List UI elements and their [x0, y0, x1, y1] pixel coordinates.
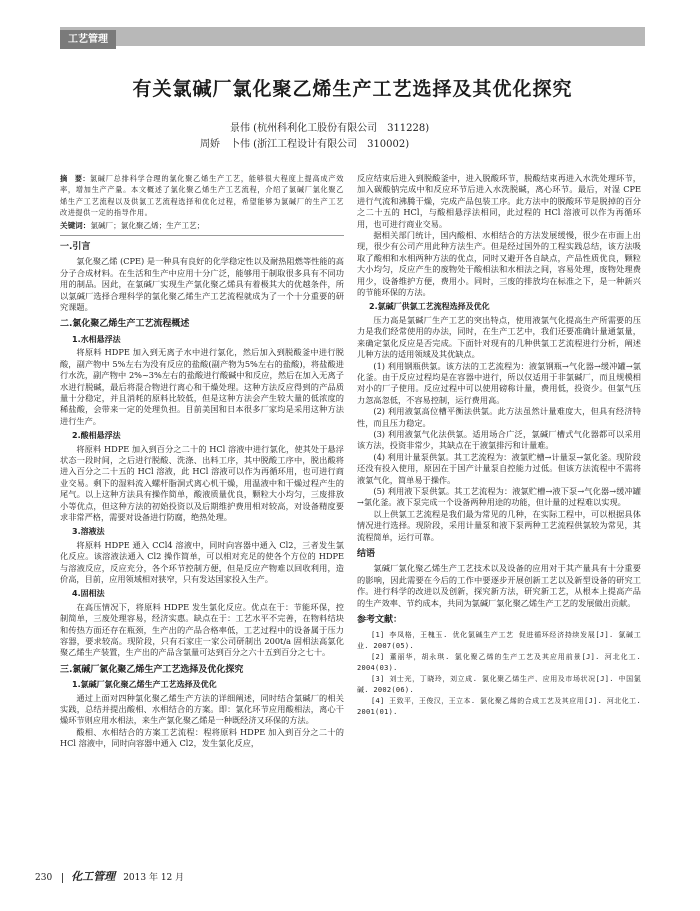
- paragraph: 反应结束后进入到脱酸釜中，进入脱酸环节，脱酸结束再进入水洗处理环节，加入碳酸钠完成中和反应环节后进入水洗脱碱，离心环节。最后，对湿 CPE 进行气流和沸腾干燥，完成产品包装工序。此方法中的脱酸环节是脱掉的百分之二十五的 HCl，与酸相悬浮法相同，此过程的 HCl 溶液可以作为再循环用，也可进行商业交易。: [357, 173, 641, 229]
- right-column: [357, 173, 641, 718]
- section-label: 工艺管理: [60, 30, 116, 49]
- subsection-heading: 1.水相悬浮法: [72, 334, 121, 344]
- reference-item: [2] 董丽华，胡永琪. 氯化聚乙烯的生产工艺及其应用前景[J]. 河北化工. 2004(03).: [357, 653, 641, 673]
- paragraph: (4) 利用计量泵供氯。其工艺流程为：液氯贮槽→计量泵→氯化釜。现阶段还没有投入使用，原因在于国产计量泵自控能力过低。但该方法流程中不需将液氯气化，简单易于操作。: [357, 451, 641, 485]
- issue-date: 2013 年 12 月: [123, 873, 185, 883]
- author-line-2: 周娇 卜伟 (浙江工程设计有限公司 310002): [200, 139, 410, 150]
- subsection-heading: 4.固相法: [72, 589, 105, 599]
- abstract-text: 氯碱厂总排科学合理的氯化聚乙烯生产工艺，能够很大程度上提高成产效率，增加生产产量。本文概述了氯化聚乙烯生产工艺流程，介绍了氯碱厂氯化聚乙烯生产工艺流程以及供氯工艺流程选择和优化过程，希望能够为氯碱厂的生产工艺改进提供一定的指导作用。: [60, 174, 344, 218]
- paragraph: 通过上面对四种氯化聚乙烯生产方法的详细阐述，同时结合氯碱厂的相关实践，总结并提出酸相、水相结合的方案。即：氯化环节应用酸相法，离心干燥环节则应用水相法，来生产氯化聚乙烯是一种既经济又环保的方法。: [60, 692, 344, 726]
- section-heading: 结语: [357, 549, 376, 559]
- section-heading: 一.引言: [60, 242, 91, 253]
- journal-name: 化工管理: [71, 870, 116, 883]
- references-heading: 参考文献：: [357, 615, 403, 626]
- author-block: [200, 121, 500, 153]
- paragraph: 将原料 HDPE 加入到无离子水中进行氯化，然后加入到脱酸釜中进行脱酸，副产物中 5%左右为没有反应的盐酸(副产物为5%左右的盐酸)，将盐酸进行水洗，副产物中 2%~3%左右的盐酸进行酸碱中和反应，然后在加入无离子水进行脱碱，最后将混合物进行离心和干燥处理。这种方法反应得到的产品质量十分稳定，并且消耗的原料比较低，但是这种方法会产生较大量的低浓度的稀盐酸，会带来一定的处理负担。目前美国和日本很多厂家均是采用这种方法进行生产。: [60, 347, 344, 426]
- section-header-bar: [60, 27, 645, 46]
- paragraph: 氯碱厂氯化聚乙烯生产工艺技术以及设备的应用对于其产量具有十分重要的影响，因此需要在今后的工作中要逐步开展创新工艺以及新型设备的研究工作。进行科学的改进以及创新，探究新方法，研究新工艺，从根本上提高产品的生产效率、节约成本，共同为氯碱厂氯化聚乙烯生产工艺的发展做出贡献。: [357, 563, 641, 608]
- paragraph: 将原料 HDPE 通入 CCl4 溶液中，同时向容器中通入 Cl2，三者发生氯化反应。该溶液法通入 Cl2 操作简单，可以相对充足的使各个方位的 HDPE 与溶液反应，反应充分，各个环节控制方便，但是反应产物难以回收利用，造价高，目前，应用领域相对狭窄，只有发达国家投入生产。: [60, 539, 344, 584]
- article-title: 有关氯碱厂氯化聚乙烯生产工艺选择及其优化探究: [132, 78, 573, 100]
- paragraph: (2) 利用液氯高位槽平衡法供氯。此方法虽然计量难度大，但具有经济特性，而且压力稳定。: [357, 406, 641, 428]
- paragraph: 在高压情况下，将原料 HDPE 发生氯化反应。优点在于：节能环保，控制简单，三废处理容易，经济实惠。缺点在于：工艺水平不完善，在物料结块和传热方面还存在瓶颈，生产出的产品合格率低，工艺过程中的设备属于压力容器，要求较高。现阶段，只有石家庄一家公司研制出 200t/a 固相法高氯化聚乙烯生产装置，生产出的产品含氯量可达到百分之六十五到百分之七十。: [60, 601, 344, 658]
- page-footer: [35, 868, 184, 884]
- subsection-heading: 1.氯碱厂氯化聚乙烯生产工艺选择及优化: [72, 680, 217, 690]
- keywords: [60, 220, 344, 231]
- reference-item: [4] 王致平，王俊汉，王立本. 氯化聚乙烯的合成工艺及其应用[J]. 河北化工. 2001(01).: [357, 697, 641, 717]
- paragraph: (1) 利用钢瓶供氯。该方法的工艺流程为：液氯钢瓶→气化器→缓冲罐→氯化釜。由于反应过程均是在容器中进行，所以仅适用于非氯碱厂，而且规模相对小的厂子使用。反应过程中可以使用磅称计量，费用低，投资少。但氯气压力忽高忽低，不容易控制，运行费用高。: [357, 360, 641, 405]
- reference-item: [3] 刘士光，丁晓玲，刘立成. 氯化聚乙烯生产、应用及市场状况[J]. 中国氯碱. 2002(06).: [357, 675, 641, 695]
- keywords-label: 关键词：: [60, 220, 91, 230]
- abstract-label: 摘 要：: [60, 174, 90, 183]
- keywords-text: 氯碱厂；氯化聚乙烯；生产工艺；: [90, 220, 205, 230]
- paragraph: 氯化聚乙烯 (CPE) 是一种具有良好的化学稳定性以及耐热阻燃等性能的高分子合成材料。在生活和生产中应用十分广泛，能够用于制取很多具有不同功用的制品。因此，在氯碱厂实现生产氯化聚乙烯具有着极其大的优越条件，所以氯碱厂选择合理科学的氯化聚乙烯生产工艺流程就成为了一个十分重要的研究课题。: [60, 256, 344, 313]
- paragraph: 压力高是氯碱厂生产工艺的突出特点，使用液氯气化提高生产所需要的压力是我们经常使用的办法，同时，在生产工艺中，我们还要准确计量通氯量，来确定氯化反应是否完成。下面针对现有的几种供氯工艺流程进行分析，阐述儿种方法的适用领域及其优缺点。: [357, 314, 641, 360]
- paragraph: 据相关部门统计，国内酸相、水相结合的方法发展缓慢，很少在市面上出现，很少有公司产用此种方法生产。但是经过国外的工程实践总结，该方法吸取了酸相和水相两种方法的优点，同时又避开各自缺点，产品性质优良，颗粒大小均匀，反应产生的废物处于酸相法和水相法之间，容易处理，废物处理费用少，设备维护方便，费用小。同时，三废的排放均在标准之下，是一种新兴的节能环保的方法。: [357, 230, 641, 298]
- subsection-heading: 3.溶液法: [72, 527, 105, 537]
- subsection-heading: 2.酸相悬浮法: [72, 431, 121, 441]
- abstract: [60, 173, 344, 219]
- subsection-heading: 2.氯碱厂供氯工艺流程选择及优化: [369, 302, 490, 312]
- left-column: [60, 173, 344, 750]
- paragraph: (3) 利用液氯气化法供氯。适用场合广泛，氯碱厂槽式气化器都可以采用该方法，投资非常少，其缺点在于液氯排污和计量难。: [357, 428, 641, 451]
- paragraph: 将原料 HDPE 加入到百分之二十的 HCl 溶液中进行氯化，使其处于悬浮状态一段时间，之后进行脱酸、洗涤、出料工序，其中脱酸工序中，脱出酸将进入百分之二十五的 HCl 溶液，此 HCl 溶液可以作为再循环用，也可进行商业交易。剩下的湿料流入螺杆脂洞式离心机干燥，用温液中和干燥过程产生的尾气。以上这种方法具有操作简单，酸液质量优良，颗粒大小均匀，三废排放小等优点，但这种方法的初始投资以及后期维护费用相对较高，对设备精度要求非常严格，需要对设备进行防腐，绝热处理。: [60, 443, 344, 522]
- section-heading: 三.氯碱厂氯化聚乙烯生产工艺选择及优化探究: [60, 664, 244, 675]
- reference-item: [1] 李凤格，王槐玉. 优化氯碱生产工艺 促进循环经济持续发展[J]. 氯碱工业. 2007(05).: [357, 631, 641, 651]
- page-number: 230: [35, 873, 63, 883]
- divider: [60, 235, 344, 236]
- paragraph: 以上供氯工艺流程是我们最为常见的几种，在实际工程中，可以根据具体情况进行选择。现阶段，采用计量泵和液下泵两种工艺流程供氯较为常见，其流程简单，运行可靠。: [357, 508, 641, 542]
- author-line-1: 景伟 (杭州科利化工股份有限公司 311228): [230, 123, 430, 134]
- paragraph: (5) 利用液下泵供氯。其工艺流程为：液氯贮槽→液下泵→气化器→缓冲罐→氯化釜。液下泵完成一个设备两种用途的功能，但计量的过程难以实现。: [357, 485, 641, 508]
- paragraph: 酸相、水相结合的方案工艺流程：程将原料 HDPE 加入到百分之二十的 HCl 溶液中，同时向容器中通入 Cl2，发生氯化反应，: [60, 726, 344, 749]
- section-heading: 二.氯化聚乙烯生产工艺流程概述: [60, 319, 190, 330]
